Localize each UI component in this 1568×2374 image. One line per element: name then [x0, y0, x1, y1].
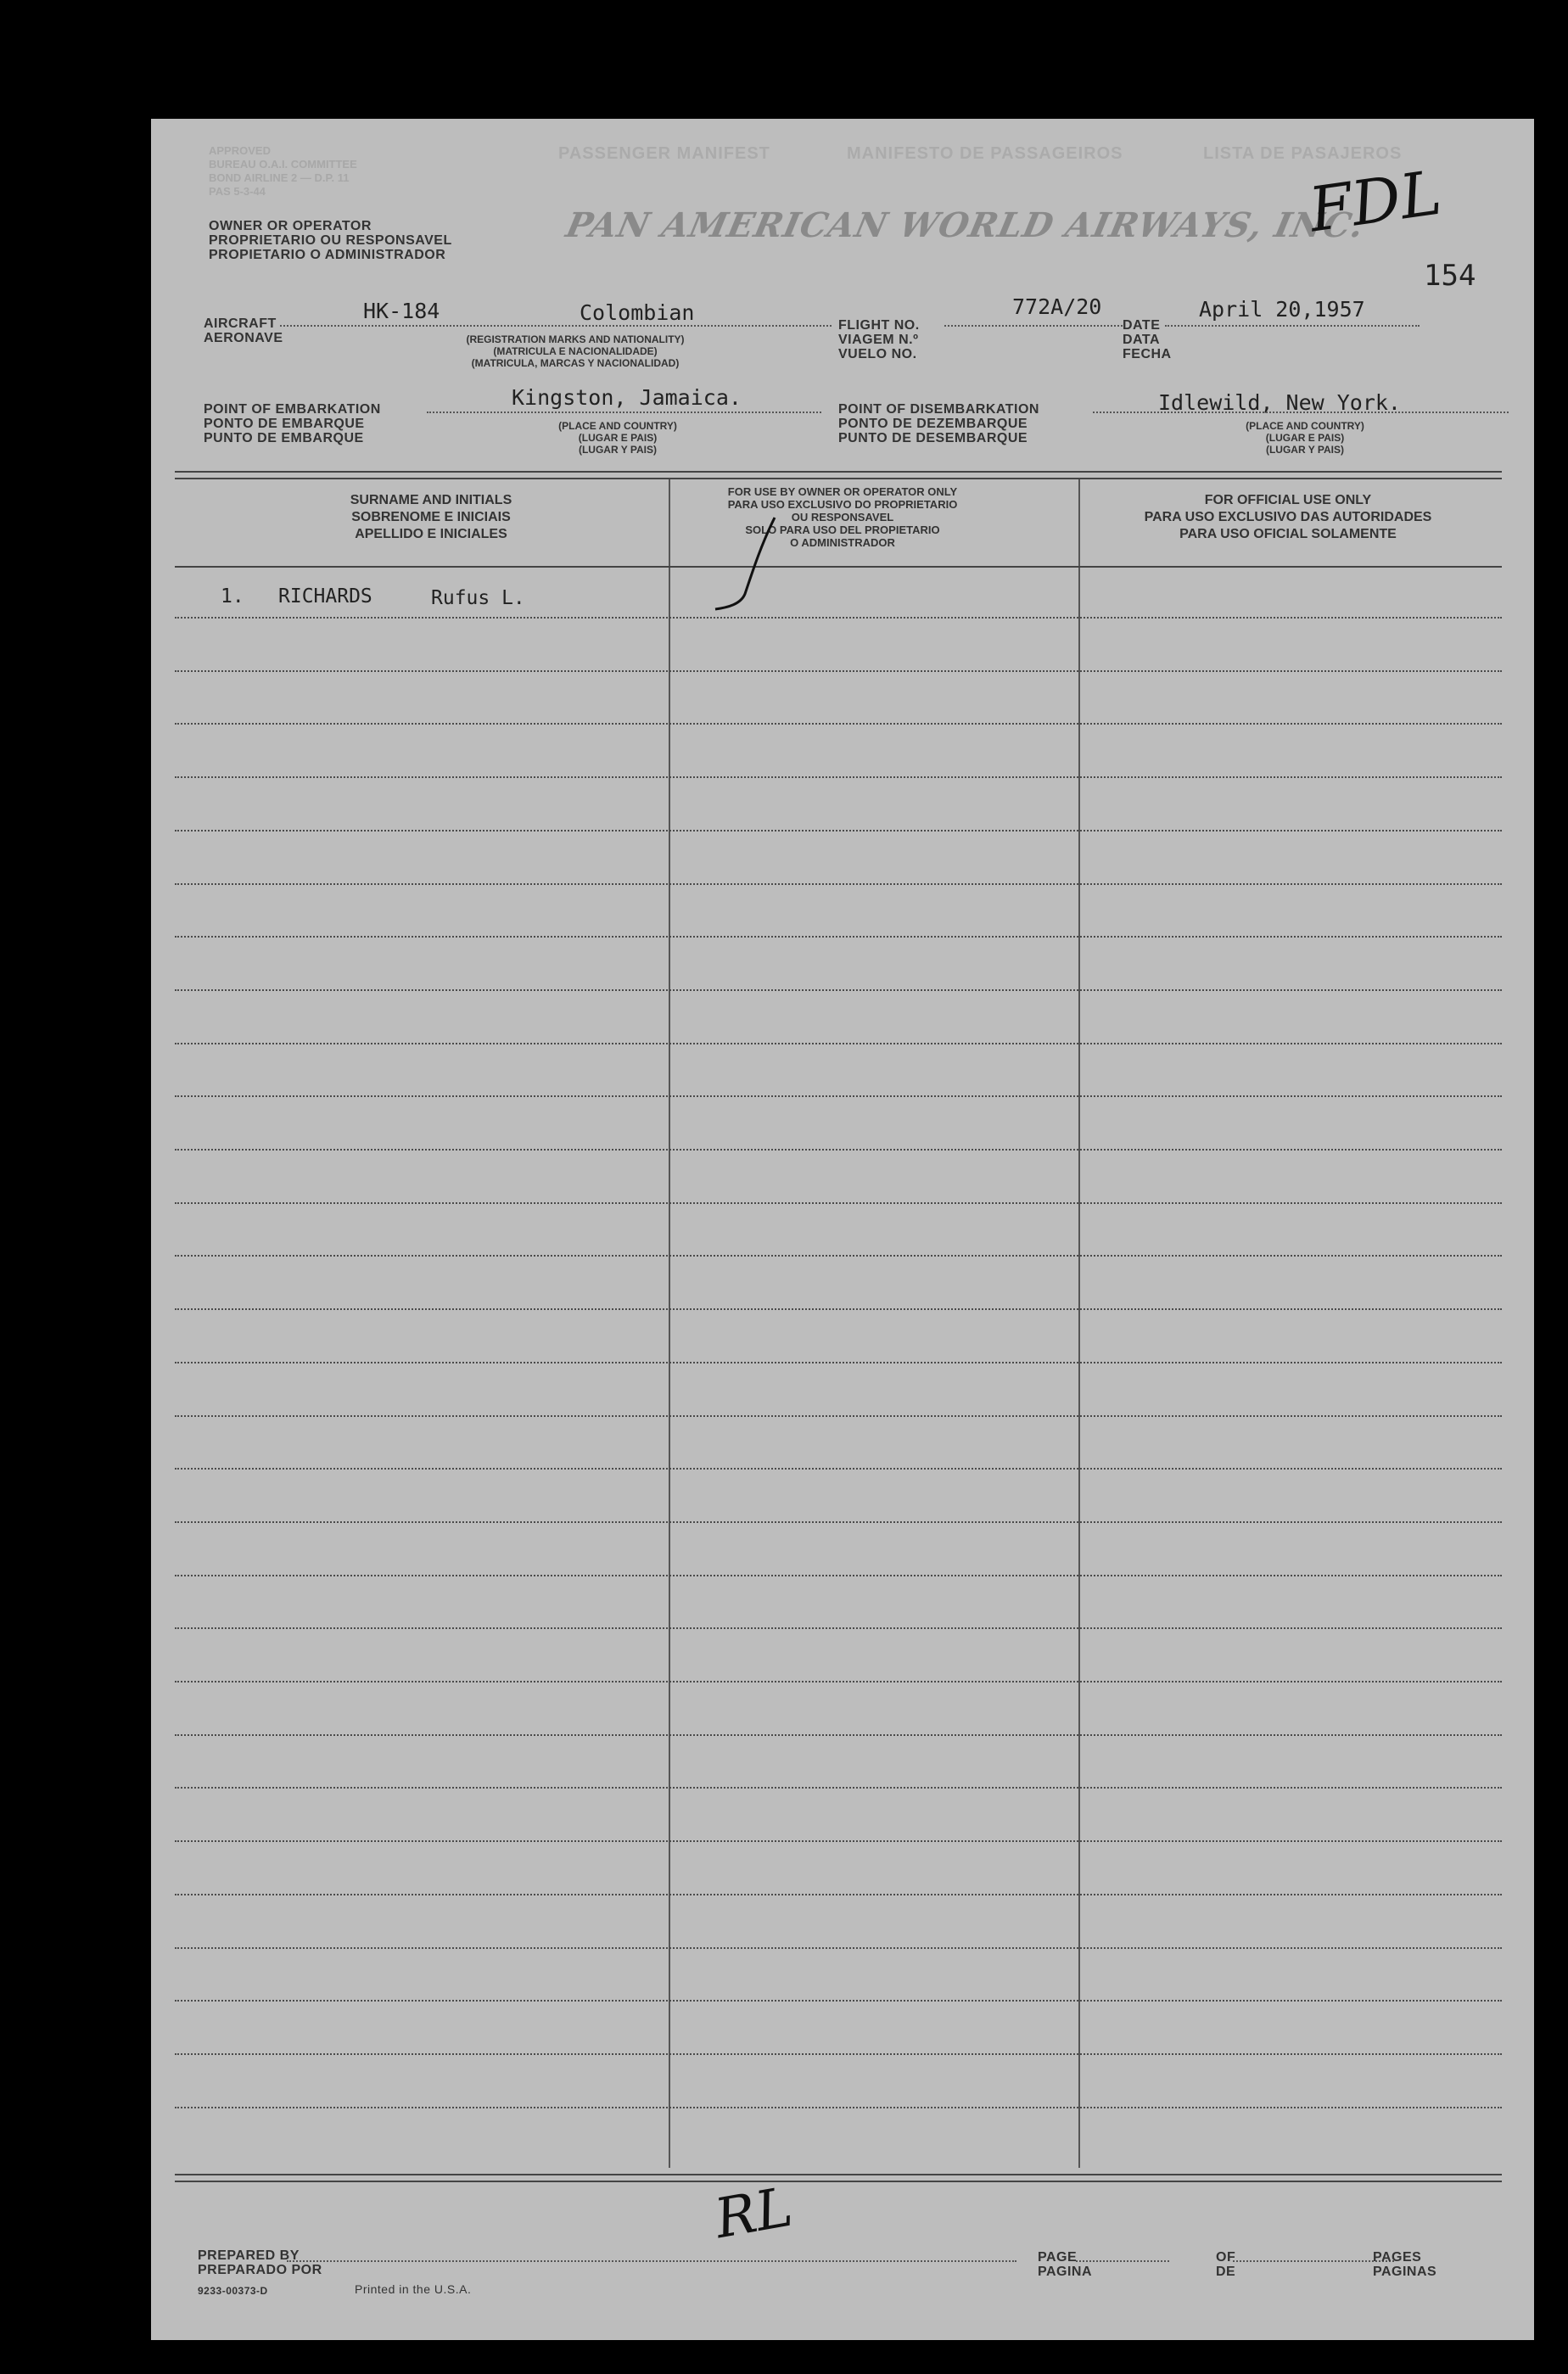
of-label: [1216, 2250, 1235, 2279]
row-rule: [175, 723, 1502, 725]
check-mark-icon: [694, 509, 787, 619]
aircraft-sublabel-en: (REGISTRATION MARKS AND NATIONALITY): [466, 333, 685, 345]
operator-header-line: OU RESPONSAVEL: [791, 511, 894, 524]
of-underline: [1233, 2260, 1394, 2262]
official-header-en: FOR OFFICIAL USE ONLY: [1204, 493, 1372, 507]
page-number-stamp: 154: [1424, 259, 1476, 293]
official-header-pt: PARA USO EXCLUSIVO DAS AUTORIDADES: [1144, 510, 1432, 524]
operator-header-line: O ADMINISTRADOR: [790, 536, 895, 549]
page-label: [1038, 2250, 1092, 2279]
surname-column-header: [236, 492, 626, 543]
owner-label: [209, 219, 452, 262]
pages-label-en: PAGES: [1373, 2250, 1422, 2265]
row-rule: [175, 1149, 1502, 1151]
row-rule: [175, 1521, 1502, 1523]
row-rule: [175, 1415, 1502, 1417]
header-title-en: PASSENGER MANIFEST: [558, 144, 770, 163]
flight-label-en: FLIGHT NO.: [838, 318, 920, 333]
prepared-by-initials: RL: [710, 2175, 798, 2252]
disembarkation-sublabel-en: (PLACE AND COUNTRY): [1246, 420, 1364, 432]
flight-underline: [944, 325, 1123, 327]
header-title-pt: MANIFESTO DE PASSAGEIROS: [847, 144, 1123, 163]
aircraft-underline: [280, 325, 832, 327]
disembarkation-sublabel: [1212, 420, 1398, 456]
prepared-by-en: PREPARED BY: [198, 2248, 300, 2263]
row-rule: [175, 1308, 1502, 1310]
page-label-en: PAGE: [1038, 2250, 1078, 2265]
row-rule: [175, 1255, 1502, 1257]
handwritten-annotation: FDL: [1304, 156, 1446, 246]
row-rule: [175, 2107, 1502, 2108]
approval-line: BOND AIRLINE 2 — D.P. 11: [209, 171, 350, 184]
passenger-index: 1.: [221, 585, 244, 607]
disembarkation-point: Idlewild, New York.: [1158, 390, 1401, 415]
page-underline: [1076, 2260, 1169, 2262]
official-header-es: PARA USO OFICIAL SOLAMENTE: [1179, 527, 1397, 541]
row-rule: [175, 670, 1502, 672]
column-divider-2: [1078, 479, 1080, 2168]
row-rule: [175, 1840, 1502, 1842]
embarkation-label-es: PUNTO DE EMBARQUE: [204, 431, 364, 445]
printed-in-usa: Printed in the U.S.A.: [355, 2282, 472, 2296]
row-rule: [175, 1202, 1502, 1204]
row-rule: [175, 830, 1502, 831]
embarkation-sublabel-en: (PLACE AND COUNTRY): [558, 420, 677, 432]
embarkation-underline: [427, 412, 821, 413]
date-label: [1123, 318, 1172, 361]
date-underline: [1165, 325, 1420, 327]
embarkation-sublabel-es: (LUGAR Y PAIS): [578, 444, 657, 456]
surname-header-en: SURNAME AND INITIALS: [350, 493, 512, 507]
embarkation-label-en: POINT OF EMBARKATION: [204, 402, 381, 417]
operator-header-line: FOR USE BY OWNER OR OPERATOR ONLY: [727, 485, 958, 498]
disembarkation-label-es: PUNTO DE DESEMBARQUE: [838, 431, 1028, 445]
table-top-rule: [175, 471, 1502, 479]
column-divider-1: [669, 479, 670, 2168]
row-rule: [175, 989, 1502, 991]
owner-name: PAN AMERICAN WORLD AIRWAYS, INC.: [563, 205, 1369, 245]
prepared-by-label: [198, 2248, 322, 2277]
flight-label-es: VUELO NO.: [838, 347, 917, 361]
row-rule: [175, 1894, 1502, 1895]
embarkation-sublabel: [524, 420, 711, 456]
row-rule: [175, 1787, 1502, 1789]
page-label-pt: PAGINA: [1038, 2265, 1093, 2279]
aircraft-label-pt: AERONAVE: [204, 331, 283, 345]
aircraft-nationality: Colombian: [580, 300, 695, 325]
of-label-en: OF: [1216, 2250, 1236, 2265]
row-rule: [175, 1681, 1502, 1683]
header-title-es: LISTA DE PASAJEROS: [1203, 144, 1403, 163]
passenger-surname: RICHARDS: [278, 585, 372, 607]
row-rule: [175, 1043, 1502, 1044]
row-rule: [175, 1734, 1502, 1736]
embarkation-sublabel-pt: (LUGAR E PAIS): [578, 432, 658, 444]
form-number: 9233-00373-D: [198, 2285, 268, 2297]
date-label-en: DATE: [1123, 318, 1161, 333]
row-rule: [175, 1627, 1502, 1629]
date-label-pt: DATA: [1123, 333, 1161, 347]
official-column-header: [1084, 492, 1492, 543]
date-label-es: FECHA: [1123, 347, 1172, 361]
flight-label-pt: VIAGEM N.º: [838, 333, 919, 347]
pages-label: [1373, 2250, 1436, 2279]
row-rule: [175, 1468, 1502, 1470]
owner-label-en: OWNER OR OPERATOR: [209, 219, 372, 233]
pages-label-pt: PAGINAS: [1373, 2265, 1437, 2279]
aircraft-sublabel-es: (MATRICULA, MARCAS Y NACIONALIDAD): [471, 357, 680, 369]
embarkation-label: [204, 402, 381, 445]
flight-date: April 20,1957: [1199, 297, 1365, 322]
disembarkation-label-pt: PONTO DE DEZEMBARQUE: [838, 417, 1028, 431]
header-bottom-rule: [175, 566, 1502, 568]
row-rule: [175, 883, 1502, 885]
surname-header-es: APELLIDO E INICIALES: [355, 527, 507, 541]
approval-line: APPROVED: [209, 144, 271, 157]
row-rule: [175, 617, 1502, 619]
owner-label-es: PROPIETARIO O ADMINISTRADOR: [209, 248, 446, 262]
surname-header-pt: SOBRENOME E INICIAIS: [351, 510, 511, 524]
approval-line: BUREAU O.A.I. COMMITTEE: [209, 158, 357, 171]
row-rule: [175, 1095, 1502, 1097]
embarkation-point: Kingston, Jamaica.: [512, 385, 742, 410]
row-rule: [175, 2053, 1502, 2055]
prepared-by-pt: PREPARADO POR: [198, 2263, 322, 2277]
flight-number: 772A/20: [1012, 294, 1102, 319]
aircraft-label: [204, 316, 283, 345]
disembarkation-sublabel-pt: (LUGAR E PAIS): [1265, 432, 1345, 444]
embarkation-label-pt: PONTO DE EMBARQUE: [204, 417, 365, 431]
approval-line: PAS 5-3-44: [209, 185, 266, 198]
owner-label-pt: PROPRIETARIO OU RESPONSAVEL: [209, 233, 452, 248]
of-label-pt: DE: [1216, 2265, 1236, 2279]
row-rule: [175, 1362, 1502, 1363]
operator-header-line: PARA USO EXCLUSIVO DO PROPRIETARIO: [727, 498, 958, 511]
row-rule: [175, 1575, 1502, 1576]
flight-label: [838, 318, 920, 361]
row-rule: [175, 1947, 1502, 1949]
aircraft-sublabel-pt: (MATRICULA E NACIONALIDADE): [493, 345, 658, 357]
passenger-given-name: Rufus L.: [431, 587, 525, 609]
disembarkation-label: [838, 402, 1039, 445]
disembarkation-label-en: POINT OF DISEMBARKATION: [838, 402, 1039, 417]
table-bottom-rule: [175, 2174, 1502, 2182]
aircraft-sublabel: [393, 333, 758, 369]
row-rule: [175, 936, 1502, 938]
prepared-by-underline: [287, 2260, 1016, 2262]
aircraft-label-en: AIRCRAFT: [204, 316, 277, 331]
approval-stamp: [209, 144, 357, 199]
disembarkation-underline: [1093, 412, 1509, 413]
aircraft-registration: HK-184: [363, 299, 440, 323]
row-rule: [175, 2000, 1502, 2002]
manifest-page: [151, 119, 1534, 2340]
disembarkation-sublabel-es: (LUGAR Y PAIS): [1265, 444, 1344, 456]
operator-header-line: SOLO PARA USO DEL PROPIETARIO: [745, 524, 940, 536]
row-rule: [175, 776, 1502, 778]
